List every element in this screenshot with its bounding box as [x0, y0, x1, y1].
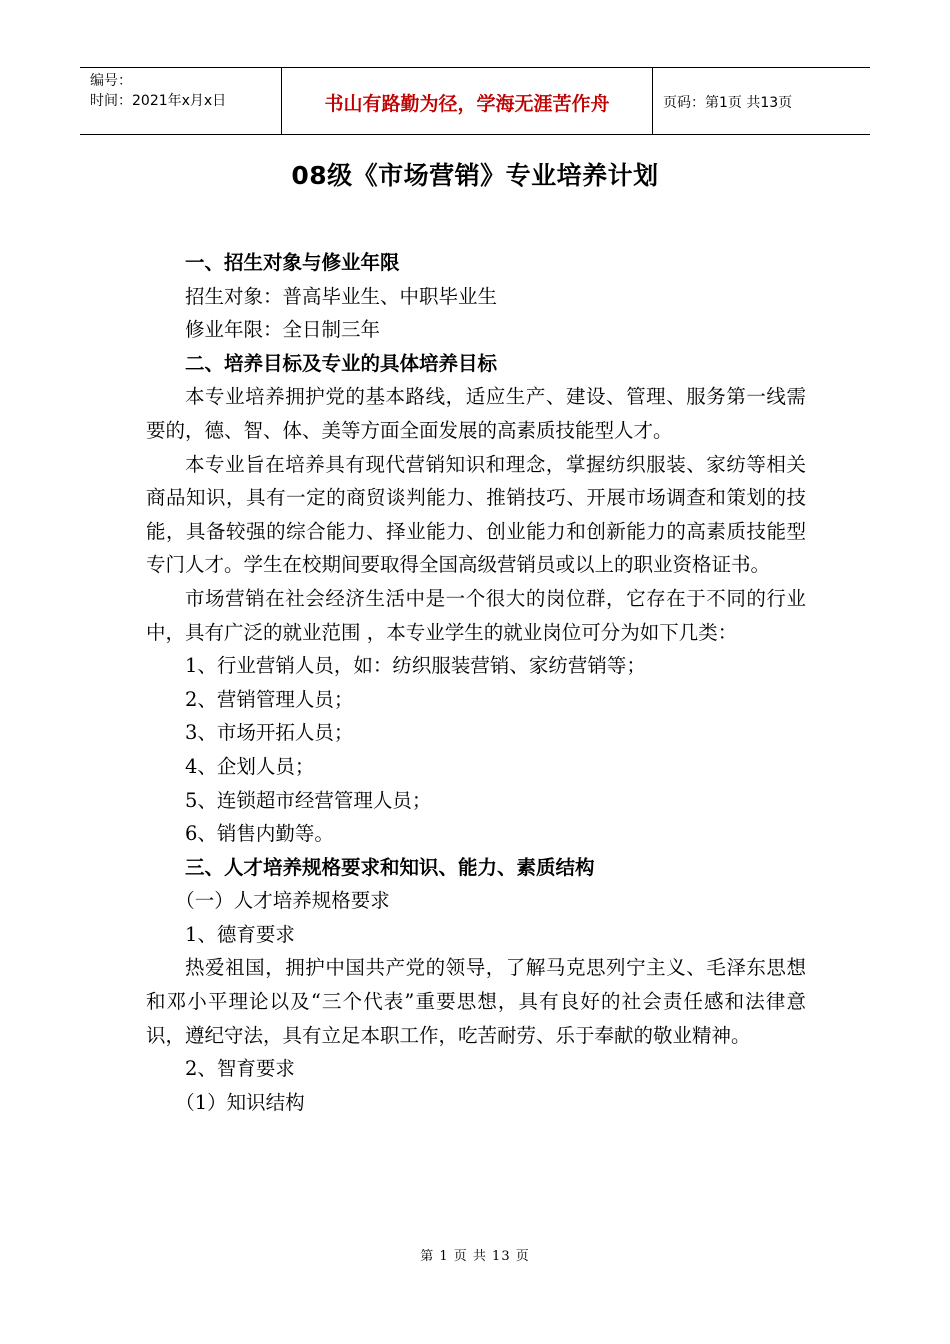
header-motto: 书山有路勤为径，学海无涯苦作舟	[282, 68, 653, 134]
list-item: 4、企划人员；	[185, 754, 315, 778]
section-heading-3: 三、人才培养规格要求和知识、能力、素质结构	[185, 855, 595, 879]
paragraph: 市场营销在社会经济生活中是一个很大的岗位群，它存在于不同的行业中，具有广泛的就业范围 ，本专业学生的就业岗位可分为如下几类：	[146, 586, 806, 644]
list-item: 1、行业营销人员，如：纺织服装营销、家纺营销等；	[185, 654, 646, 678]
paragraph: 招生对象：普高毕业生、中职毕业生	[185, 284, 498, 308]
paragraph: 本专业培养拥护党的基本路线，适应生产、建设、管理、服务第一线需要的，德、智、体、美等方面全面发展的高素质技能型人才。	[146, 385, 806, 442]
document-title: 08级《市场营销》专业培养计划	[291, 161, 659, 190]
list-item: 3、市场开拓人员；	[185, 721, 354, 745]
item-heading: 1、德育要求	[185, 922, 295, 946]
paragraph: 修业年限：全日制三年	[185, 318, 381, 342]
section-heading-2: 二、培养目标及专业的具体培养目标	[185, 351, 498, 375]
paragraph: 热爱祖国，拥护中国共产党的领导，了解马克思列宁主义、毛泽东思想和邓小平理论以及“三个代表”重要思想，具有良好的社会责任感和法律意识，遵纪守法，具有立足本职工作，吃苦耐劳、乐于奉献的敬业精神。	[146, 956, 806, 1047]
subitem-heading: （1）知识结构	[175, 1090, 305, 1114]
page-footer: 第 1 页 共 13 页	[420, 1249, 530, 1264]
document-number-label: 编号：	[90, 73, 132, 89]
paragraph: 本专业旨在培养具有现代营销知识和理念，掌握纺织服装、家纺等相关商品知识，具有一定的商贸谈判能力、推销技巧、开展市场调查和策划的技能，具备较强的综合能力、择业能力、创业能力和创新能力的高素质技能型专门人才。学生在校期间要取得全国高级营销员或以上的职业资格证书。	[146, 452, 806, 577]
page-header	[80, 67, 870, 135]
document-time-label: 时间：2021年x月x日	[90, 93, 227, 109]
item-heading: 2、智育要求	[185, 1057, 295, 1081]
header-page-info: 页码：第1页 共13页	[663, 95, 793, 111]
list-item: 5、连锁超市经营管理人员；	[185, 788, 432, 812]
section-heading-1: 一、招生对象与修业年限	[185, 251, 400, 274]
document-body	[146, 246, 806, 1119]
list-item: 2、营销管理人员；	[185, 687, 354, 711]
subsection-heading: （一）人才培养规格要求	[175, 889, 390, 913]
list-item: 6、销售内勤等。	[185, 822, 334, 846]
header-meta	[80, 68, 282, 134]
